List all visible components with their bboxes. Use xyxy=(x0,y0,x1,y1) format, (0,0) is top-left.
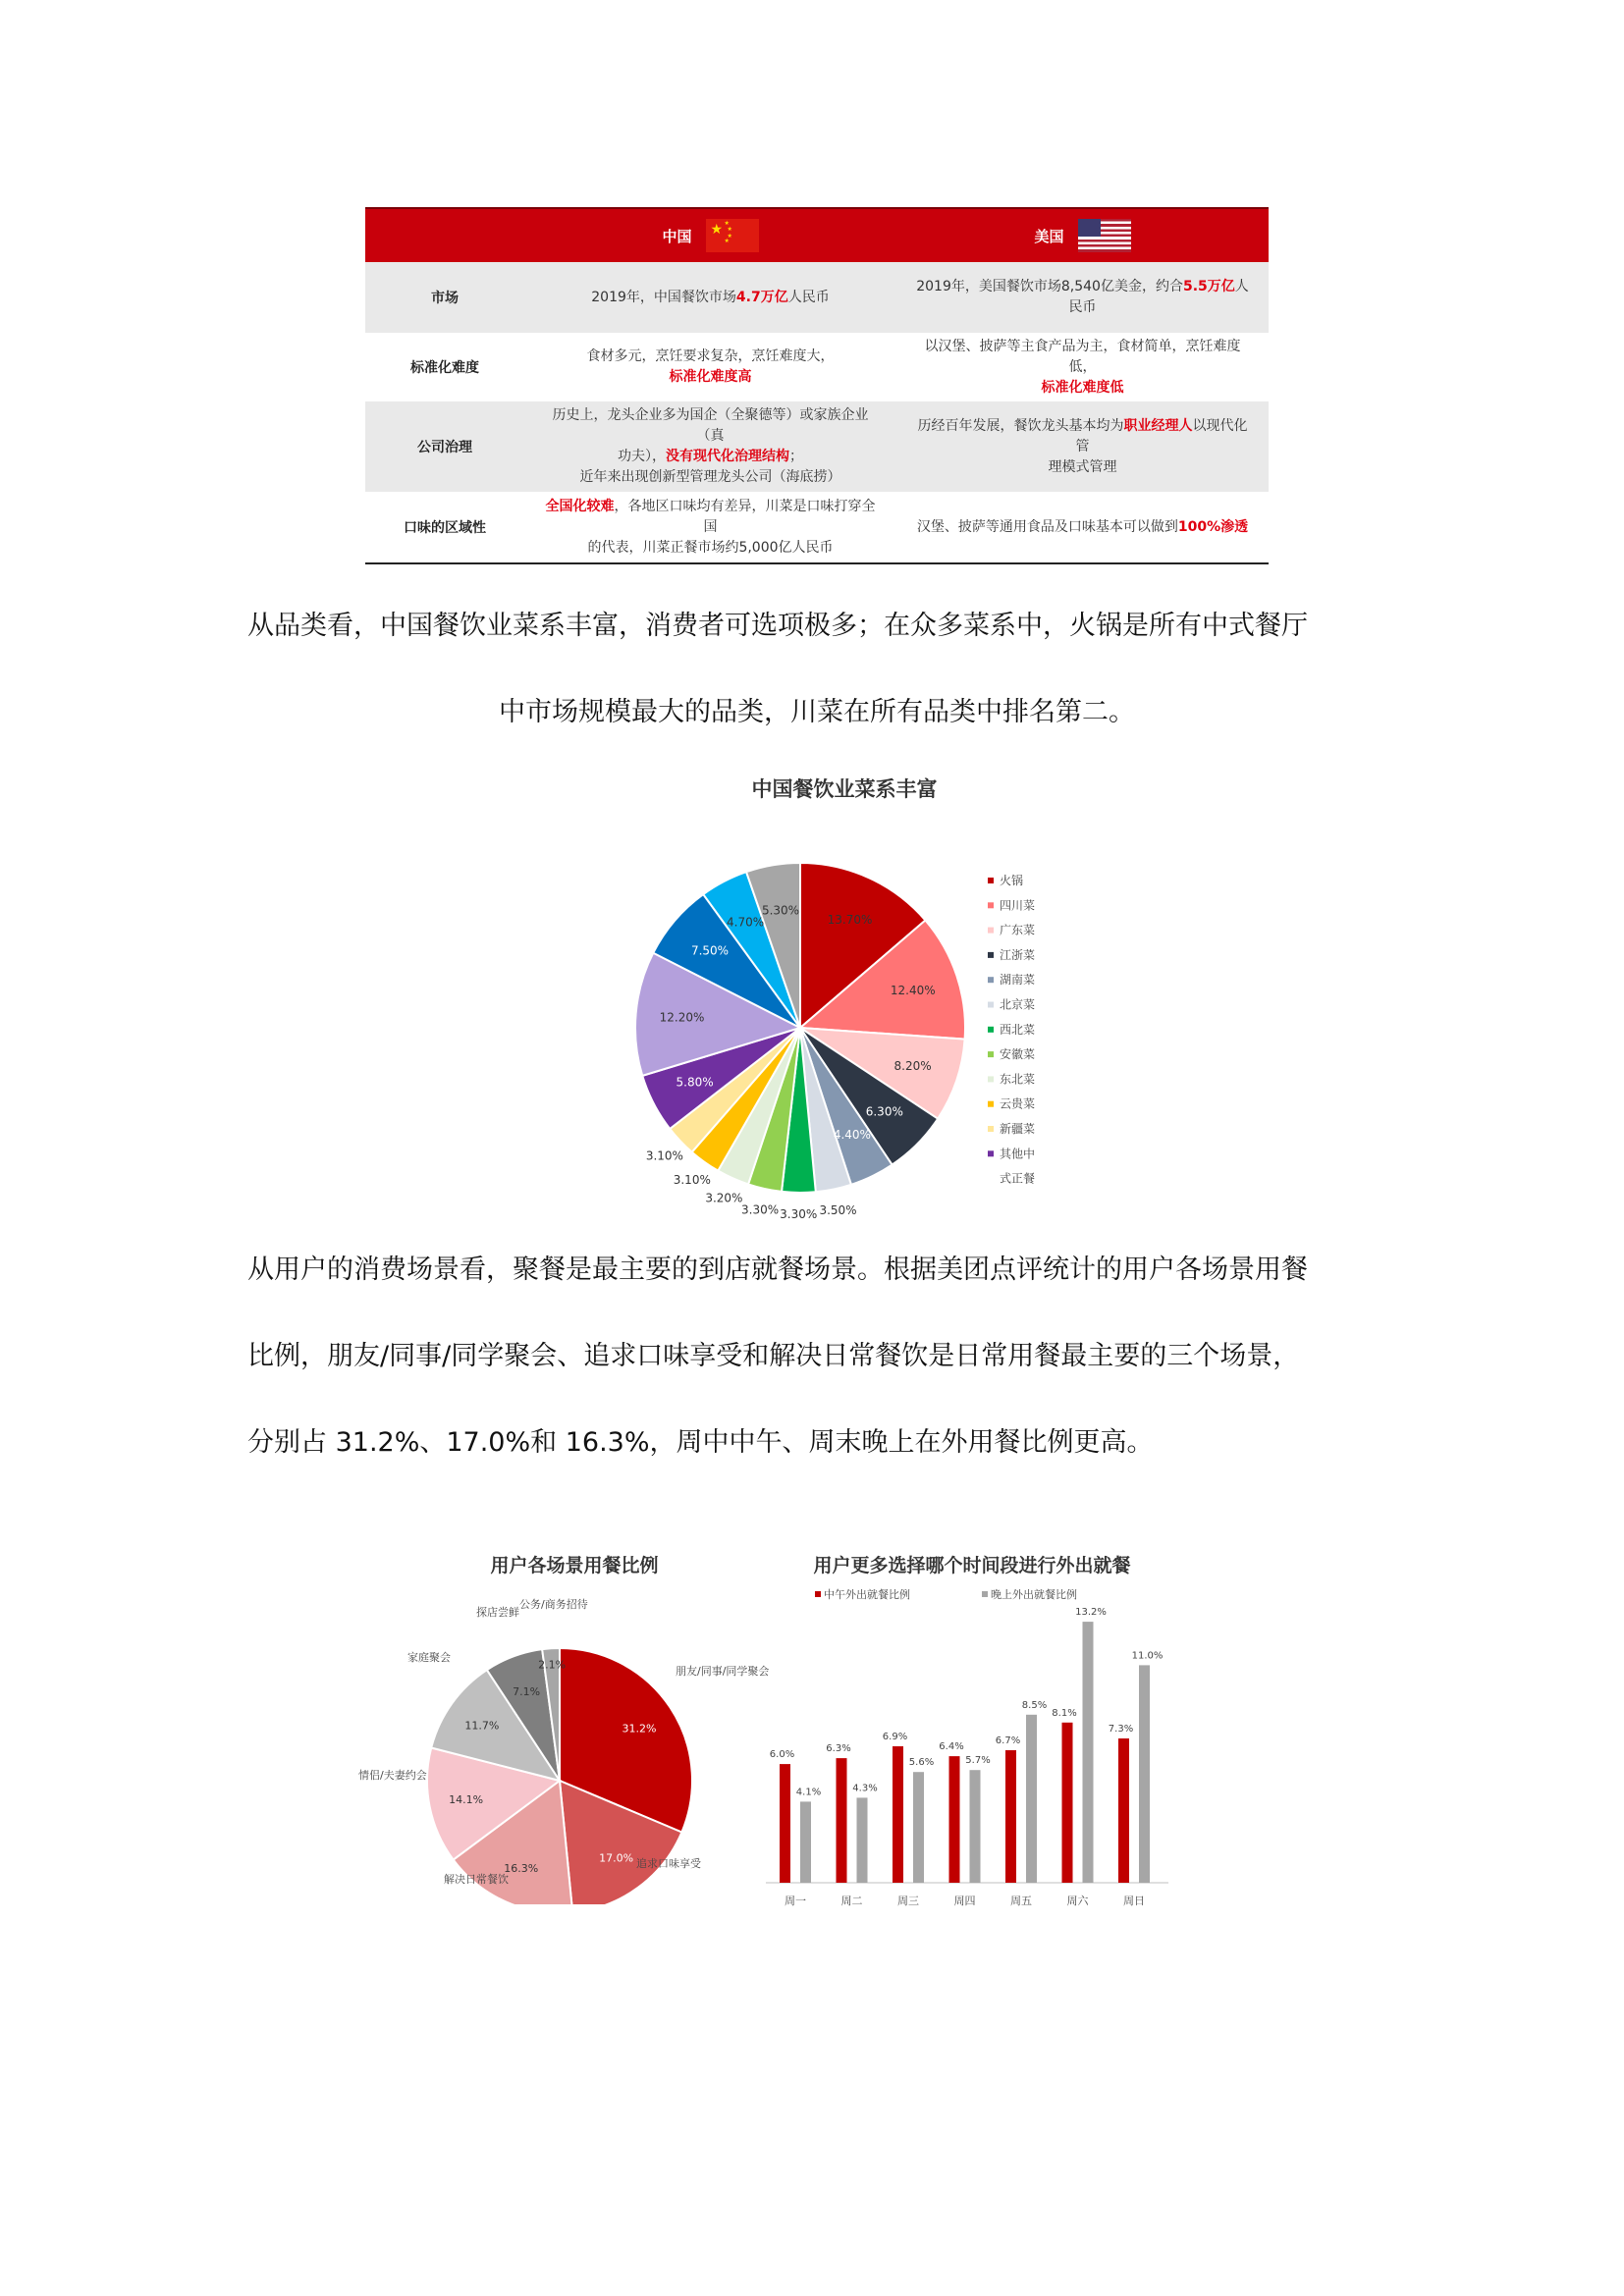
pie-category-label: 探店尝鲜 xyxy=(476,1606,519,1619)
legend-swatch xyxy=(988,878,994,883)
paragraph-line: 分别占 31.2%、17.0%和 16.3%，周中中午、周末晚上在外用餐比例更高。 xyxy=(247,1427,1154,1458)
legend-label: 湖南菜 xyxy=(1000,973,1036,988)
time-bar-chart xyxy=(746,1571,1198,1924)
bar xyxy=(913,1772,924,1883)
bar-value-label: 8.1% xyxy=(1052,1707,1077,1719)
bar xyxy=(837,1758,847,1883)
cell-usa: 以汉堡、披萨等主食产品为主，食材简单，烹饪难度低， 标准化难度低 xyxy=(924,338,1241,396)
bar-value-label: 4.1% xyxy=(795,1787,822,1798)
pie-category-label: 公务/商务招待 xyxy=(519,1598,588,1611)
pie-value-label: 13.70% xyxy=(827,913,873,928)
pie-value-label: 3.20% xyxy=(705,1191,743,1205)
paragraph-scenes xyxy=(247,1249,1386,1465)
row-label: 标准化难度 xyxy=(410,360,479,376)
scene-pie-chart xyxy=(0,1571,815,1904)
bar-value-label: 6.4% xyxy=(939,1741,964,1753)
pie-value-label: 12.20% xyxy=(659,1010,705,1025)
bar-value-label: 11.0% xyxy=(1131,1650,1164,1662)
legend-label: 云贵菜 xyxy=(1000,1096,1036,1111)
cell-china: 历史上，龙头企业多为国企（全聚德等）或家族企业（真 功夫），没有现代化治理结构； 近年来出现创新型管理龙头公司（海底捞） xyxy=(552,407,869,485)
header-china: 中国 xyxy=(662,227,692,245)
china-flag-icon: ★ ★ ★ ★ ★ xyxy=(706,219,759,252)
pie-value-label: 12.40% xyxy=(890,983,936,997)
cell-china: 2019年，中国餐饮市场4.7万亿人民币 xyxy=(591,289,830,305)
cell-usa: 历经百年发展，餐饮龙头基本均为职业经理人以现代化管 理模式管理 xyxy=(917,417,1248,475)
bar-value-label: 6.9% xyxy=(882,1732,908,1742)
paragraph-line: 中市场规模最大的品类，川菜在所有品类中排名第二。 xyxy=(499,697,1135,727)
bar xyxy=(1118,1738,1129,1883)
x-tick-label: 周五 xyxy=(1010,1895,1032,1907)
legend-label: 江浙菜 xyxy=(1000,947,1036,962)
legend-swatch xyxy=(982,1591,988,1597)
header-usa: 美国 xyxy=(1034,227,1064,245)
legend-swatch xyxy=(988,1150,994,1156)
legend-label: 新疆菜 xyxy=(1000,1122,1036,1136)
pie-value-label: 3.10% xyxy=(645,1148,683,1163)
x-tick-label: 周日 xyxy=(1123,1895,1145,1907)
legend-label: 广东菜 xyxy=(1000,923,1036,937)
x-tick-label: 周三 xyxy=(897,1895,919,1907)
legend-label: 式正餐 xyxy=(1000,1171,1036,1186)
pie-value-label: 16.3% xyxy=(504,1861,539,1875)
pie-value-label: 11.7% xyxy=(464,1719,500,1733)
chart-title-cuisine: 中国餐饮业菜系丰富 xyxy=(751,777,938,801)
x-tick-label: 周四 xyxy=(953,1895,976,1907)
pie-category-label: 朋友/同事/同学聚会 xyxy=(676,1665,770,1678)
pie-value-label: 4.40% xyxy=(833,1127,871,1142)
bar-value-label: 8.5% xyxy=(1021,1699,1048,1711)
row-label: 市场 xyxy=(431,291,459,306)
pie-value-label: 31.2% xyxy=(622,1722,657,1735)
pie-value-label: 4.70% xyxy=(727,915,765,930)
legend-label: 火锅 xyxy=(1000,874,1024,887)
pie-value-label: 7.1% xyxy=(513,1684,541,1698)
pie-value-label: 2.1% xyxy=(538,1658,567,1672)
bar-value-label: 4.3% xyxy=(852,1783,878,1794)
legend-swatch xyxy=(988,1051,994,1057)
bar-value-label: 5.6% xyxy=(908,1757,935,1769)
paragraph-line: 比例，朋友/同事/同学聚会、追求口味享受和解决日常餐饮是日常用餐最主要的三个场景， xyxy=(247,1341,1300,1371)
cell-china: 全国化较难，各地区口味均有差异，川菜是口味打穿全国 的代表，川菜正餐市场约5,000亿人民币 xyxy=(545,498,876,556)
legend-swatch xyxy=(988,952,994,958)
cell-usa: 汉堡、披萨等通用食品及口味基本可以做到100%渗透 xyxy=(916,518,1249,535)
legend-swatch xyxy=(815,1591,821,1597)
legend-swatch xyxy=(988,928,994,934)
bar xyxy=(800,1801,811,1883)
bar xyxy=(970,1770,981,1883)
row-label: 公司治理 xyxy=(417,440,472,455)
pie-category-label: 解决日常餐饮 xyxy=(444,1873,509,1886)
bar xyxy=(893,1746,903,1883)
pie-value-label: 14.1% xyxy=(449,1792,484,1806)
pie-value-label: 7.50% xyxy=(690,943,730,958)
legend-swatch xyxy=(988,902,994,908)
bar xyxy=(780,1764,790,1883)
bar-value-label: 7.3% xyxy=(1108,1724,1134,1735)
chart-title-scenes: 用户各场景用餐比例 xyxy=(490,1555,659,1576)
bar-value-label: 6.7% xyxy=(995,1735,1021,1746)
pie-value-label: 3.10% xyxy=(673,1172,711,1187)
bar-value-label: 6.0% xyxy=(769,1749,795,1761)
bar xyxy=(1062,1723,1073,1883)
bar xyxy=(1026,1715,1037,1883)
legend-swatch xyxy=(988,1002,994,1008)
legend-label: 安徽菜 xyxy=(1000,1047,1036,1062)
x-tick-label: 周一 xyxy=(785,1895,806,1907)
x-tick-label: 周二 xyxy=(840,1895,863,1907)
pie-category-label: 家庭聚会 xyxy=(407,1651,451,1664)
legend-label: 其他中 xyxy=(1000,1147,1036,1161)
legend-label: 四川菜 xyxy=(1000,898,1036,913)
legend-label: 西北菜 xyxy=(1000,1022,1036,1037)
pie-value-label: 3.30% xyxy=(780,1207,818,1221)
bar-value-label: 13.2% xyxy=(1075,1607,1107,1619)
pie-value-label: 8.20% xyxy=(893,1058,932,1073)
bar-value-label: 6.3% xyxy=(826,1743,851,1755)
pie-value-label: 5.80% xyxy=(676,1075,714,1090)
bar xyxy=(1139,1665,1150,1883)
bar xyxy=(1083,1622,1094,1883)
bar-value-label: 5.7% xyxy=(965,1755,991,1767)
cell-china: 食材多元，烹饪要求复杂，烹饪难度大， 标准化难度高 xyxy=(586,348,835,385)
pie-category-label: 追求口味享受 xyxy=(636,1857,701,1870)
cell-usa: 2019年，美国餐饮市场8,540亿美金，约合5.5万亿人民币 xyxy=(916,279,1249,315)
bar xyxy=(949,1756,960,1883)
pie-value-label: 3.30% xyxy=(741,1202,780,1217)
paragraph-line: 从品类看，中国餐饮业菜系丰富，消费者可选项极多；在众多菜系中，火锅是所有中式餐厅 xyxy=(247,611,1308,641)
row-label: 口味的区域性 xyxy=(404,520,486,536)
legend-label: 中午外出就餐比例 xyxy=(824,1588,910,1601)
legend-swatch xyxy=(988,1126,994,1132)
bar xyxy=(857,1797,868,1883)
pie-value-label: 6.30% xyxy=(865,1104,903,1119)
pie-value-label: 5.30% xyxy=(761,903,800,918)
pie-value-label: 17.0% xyxy=(599,1851,634,1865)
legend-label: 东北菜 xyxy=(1000,1072,1036,1087)
paragraph-line: 从用户的消费场景看，聚餐是最主要的到店就餐场景。根据美团点评统计的用户各场景用餐 xyxy=(247,1255,1308,1285)
chart-title-time: 用户更多选择哪个时间段进行外出就餐 xyxy=(813,1555,1131,1576)
legend-label: 晚上外出就餐比例 xyxy=(991,1588,1077,1601)
legend-label: 北京菜 xyxy=(1000,997,1036,1012)
pie-value-label: 3.50% xyxy=(819,1203,857,1218)
legend-swatch xyxy=(988,1027,994,1033)
legend-swatch xyxy=(988,977,994,983)
legend-swatch xyxy=(988,1076,994,1082)
legend-swatch xyxy=(988,1101,994,1107)
x-tick-label: 周六 xyxy=(1066,1895,1089,1907)
pie-category-label: 情侣/夫妻约会 xyxy=(358,1769,427,1782)
bar xyxy=(1005,1750,1016,1883)
